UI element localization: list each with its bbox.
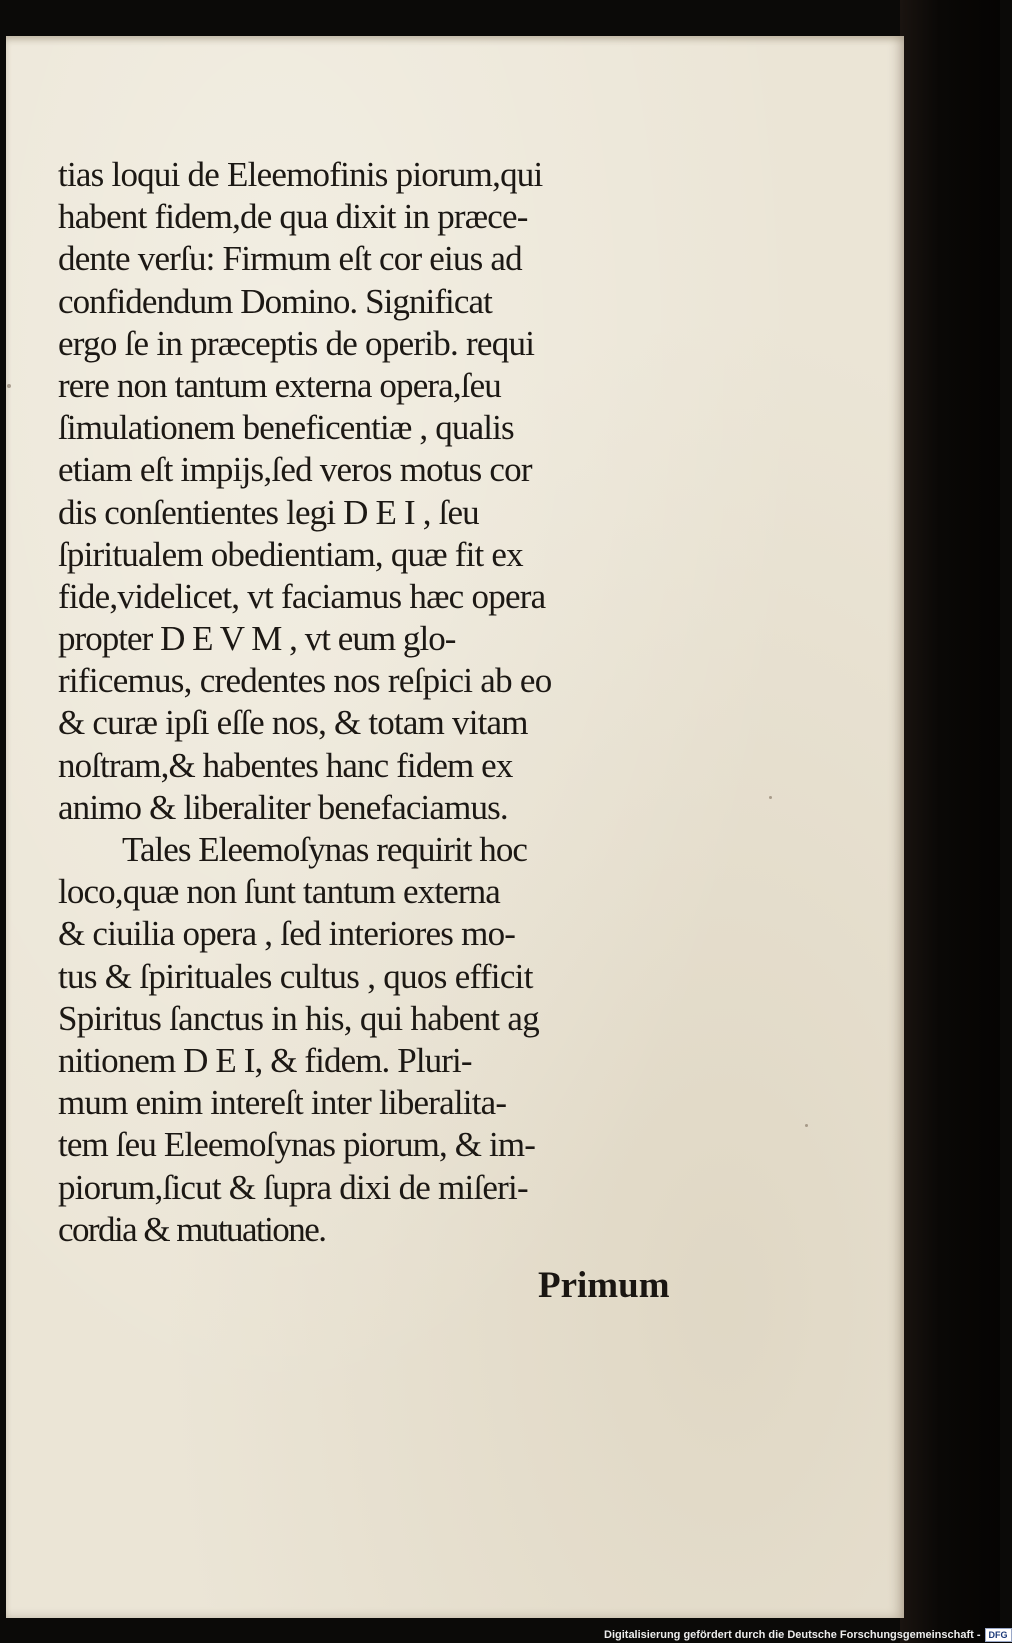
text-line: habent fidem,de qua dixit in præce- bbox=[58, 197, 528, 237]
text-line: dente verſu: Firmum eſt cor eius ad bbox=[58, 239, 522, 279]
text-line: ſimulationem beneficentiæ , qualis bbox=[58, 408, 514, 448]
scan-background bbox=[900, 0, 1000, 1643]
text-line: Tales Eleemoſynas requirit hoc bbox=[122, 830, 527, 869]
catchword: Primum bbox=[538, 1265, 670, 1306]
text-line: propter D E V M , vt eum glo- bbox=[58, 619, 456, 659]
text-line: animo & liberaliter benefaciamus. bbox=[58, 787, 508, 827]
text-line: rificemus, credentes nos reſpici ab eo bbox=[58, 661, 552, 701]
text-line: tias loqui de Eleemofinis piorum,qui bbox=[58, 155, 543, 194]
text-line: mum enim intereſt inter liberalita- bbox=[58, 1083, 507, 1123]
text-line: etiam eſt impijs,ſed veros motus cor bbox=[58, 450, 532, 490]
text-line: rere non tantum externa opera,ſeu bbox=[58, 365, 501, 405]
text-line: noſtram,& habentes hanc fidem ex bbox=[58, 745, 513, 785]
text-block bbox=[58, 154, 678, 1251]
text-line: ergo ſe in præceptis de operib. requi bbox=[58, 323, 535, 363]
text-line: & ciuilia opera , ſed interiores mo- bbox=[58, 914, 516, 954]
paper-speck bbox=[769, 796, 772, 799]
text-line: dis conſentientes legi D E I , ſeu bbox=[58, 492, 479, 532]
text-line: confidendum Domino. Significat bbox=[58, 281, 492, 321]
text-line: nitionem D E I, & fidem. Pluri- bbox=[58, 1040, 472, 1080]
dfg-logo: DFG bbox=[985, 1628, 1012, 1642]
footer-text: Digitalisierung gefördert durch die Deutsche Forschungsgemeinschaft - bbox=[604, 1629, 981, 1641]
text-line: & curæ ipſi eſſe nos, & totam vitam bbox=[58, 703, 528, 743]
text-line: tus & ſpirituales cultus , quos efficit bbox=[58, 956, 533, 996]
text-line: loco,quæ non ſunt tantum externa bbox=[58, 872, 500, 912]
text-line: fide,videlicet, vt faciamus hæc opera bbox=[58, 576, 546, 616]
paper-speck bbox=[7, 384, 11, 388]
text-line: piorum,ſicut & ſupra dixi de miſeri- bbox=[58, 1167, 528, 1207]
book-page bbox=[6, 36, 904, 1618]
text-line: Spiritus ſanctus in his, qui habent ag bbox=[58, 998, 540, 1038]
paper-speck bbox=[805, 1124, 808, 1127]
text-line: tem ſeu Eleemoſynas piorum, & im- bbox=[58, 1125, 536, 1165]
text-line: ſpiritualem obedientiam, quæ fit ex bbox=[58, 534, 523, 574]
digitization-footer bbox=[604, 1628, 1012, 1643]
text-line: cordia & mutuatione. bbox=[58, 1209, 326, 1249]
